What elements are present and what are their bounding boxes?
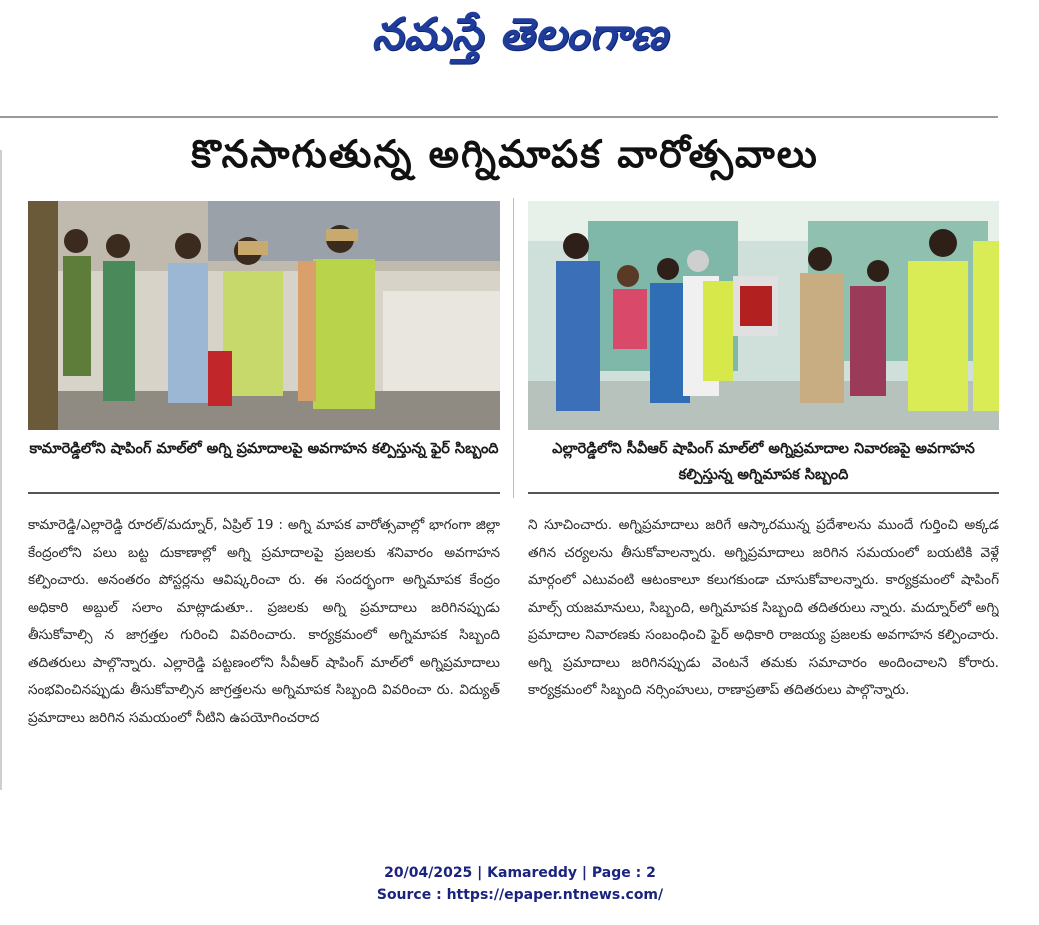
column-divider: [513, 198, 514, 498]
masthead-rule: [0, 116, 998, 118]
page-edge-line: [0, 150, 2, 790]
photo-kamareddy-mall-awareness: [28, 201, 500, 430]
page-footer: [300, 862, 740, 906]
article-body-column-left: కామారెడ్డి/ఎల్లారెడ్డి రూరల్/మద్నూర్, ఏప్రిల్ 19 : అగ్ని మాపక వారోత్సవాల్లో భాగంగా జిల్లా కేంద్రంలోని పలు బట్ట దుకాణాల్లో అగ్ని ప్రమాదాలపై ప్రజలకు శనివారం అవగాహన కల్పించారు. అనంతరం పోస్టర్లను ఆవిష్కరించా రు. ఈ సందర్భంగా అగ్నిమాపక కేంద్రం అధికారి అబ్దుల్ సలాం మాట్లాడుతూ.. ప్రజలకు అగ్ని ప్రమాదాలు జరిగినప్పుడు తీసుకోవాల్సి న జాగ్రత్తల గురించి వివరించారు. కార్యక్రమంలో అగ్నిమాపక సిబ్బంది తదితరులు పాల్గొన్నారు. ఎల్లారెడ్డి పట్టణంలోని సీవీఆర్ షాపింగ్ మాల్‌లో అగ్నిప్రమాదాలు సంభవించినప్పుడు తీసుకోవాల్సిన జాగ్రత్తలను అగ్నిమాపక సిబ్బంది వివరించా రు. విద్యుత్ ప్రమాదాలు జరిగిన సమయంలో నీటిని ఉపయోగించరాద: [28, 517, 500, 726]
newspaper-masthead: నమస్తే తెలంగాణ: [371, 9, 669, 60]
article-body-column-right: ని సూచించారు. అగ్నిప్రమాదాలు జరిగే ఆస్కారమున్న ప్రదేశాలను ముందే గుర్తించి అక్కడ తగిన చర్యలను తీసుకోవాలన్నారు. అగ్నిప్రమాదాలు జరిగిన సమయంలో బయటికి వెళ్లే మార్గంలో ఎటువంటి ఆటంకాలూ కలుగకుండా చూసుకోవాలన్నారు. కార్యక్రమంలో షాపింగ్ మాల్స్ యజమానులు, సిబ్బంది, అగ్నిమాపక సిబ్బంది తదితరులు న్నారు. మద్నూర్‌లో అగ్ని ప్రమాదాల నివారణకు సంబంధించి ఫైర్ అధికారి రాజయ్య ప్రజలకు అవగాహన కల్పించారు. అగ్ని ప్రమాదాలు జరిగినప్పుడు వెంటనే తమకు సమాచారం అందించాలని కోరారు. కార్యక్రమంలో సిబ్బంది నర్సింహులు, రాణాప్రతాప్ తదితరులు పాల్గొన్నారు.: [528, 517, 999, 698]
photo-caption-left: కామారెడ్డిలోని షాపింగ్ మాల్‌లో అగ్ని ప్రమాదాలపై అవగాహన కల్పిస్తున్న ఫైర్ సిబ్బంది: [28, 436, 500, 494]
photo-yellareddy-mall-awareness: [528, 201, 999, 430]
footer-source-link[interactable]: Source : https://epaper.ntnews.com/: [376, 887, 664, 903]
footer-date-edition: 20/04/2025 | Kamareddy | Page : 2: [384, 865, 656, 881]
article-headline: కొనసాగుతున్న అగ్నిమాపక వారోత్సవాలు: [191, 132, 819, 176]
photo-caption-right: ఎల్లారెడ్డిలోని సీవీఆర్ షాపింగ్ మాల్‌లో అగ్నిప్రమాదాల నివారణపై అవగాహన కల్పిస్తున్న అగ్నిమాపక సిబ్బంది: [528, 436, 999, 494]
